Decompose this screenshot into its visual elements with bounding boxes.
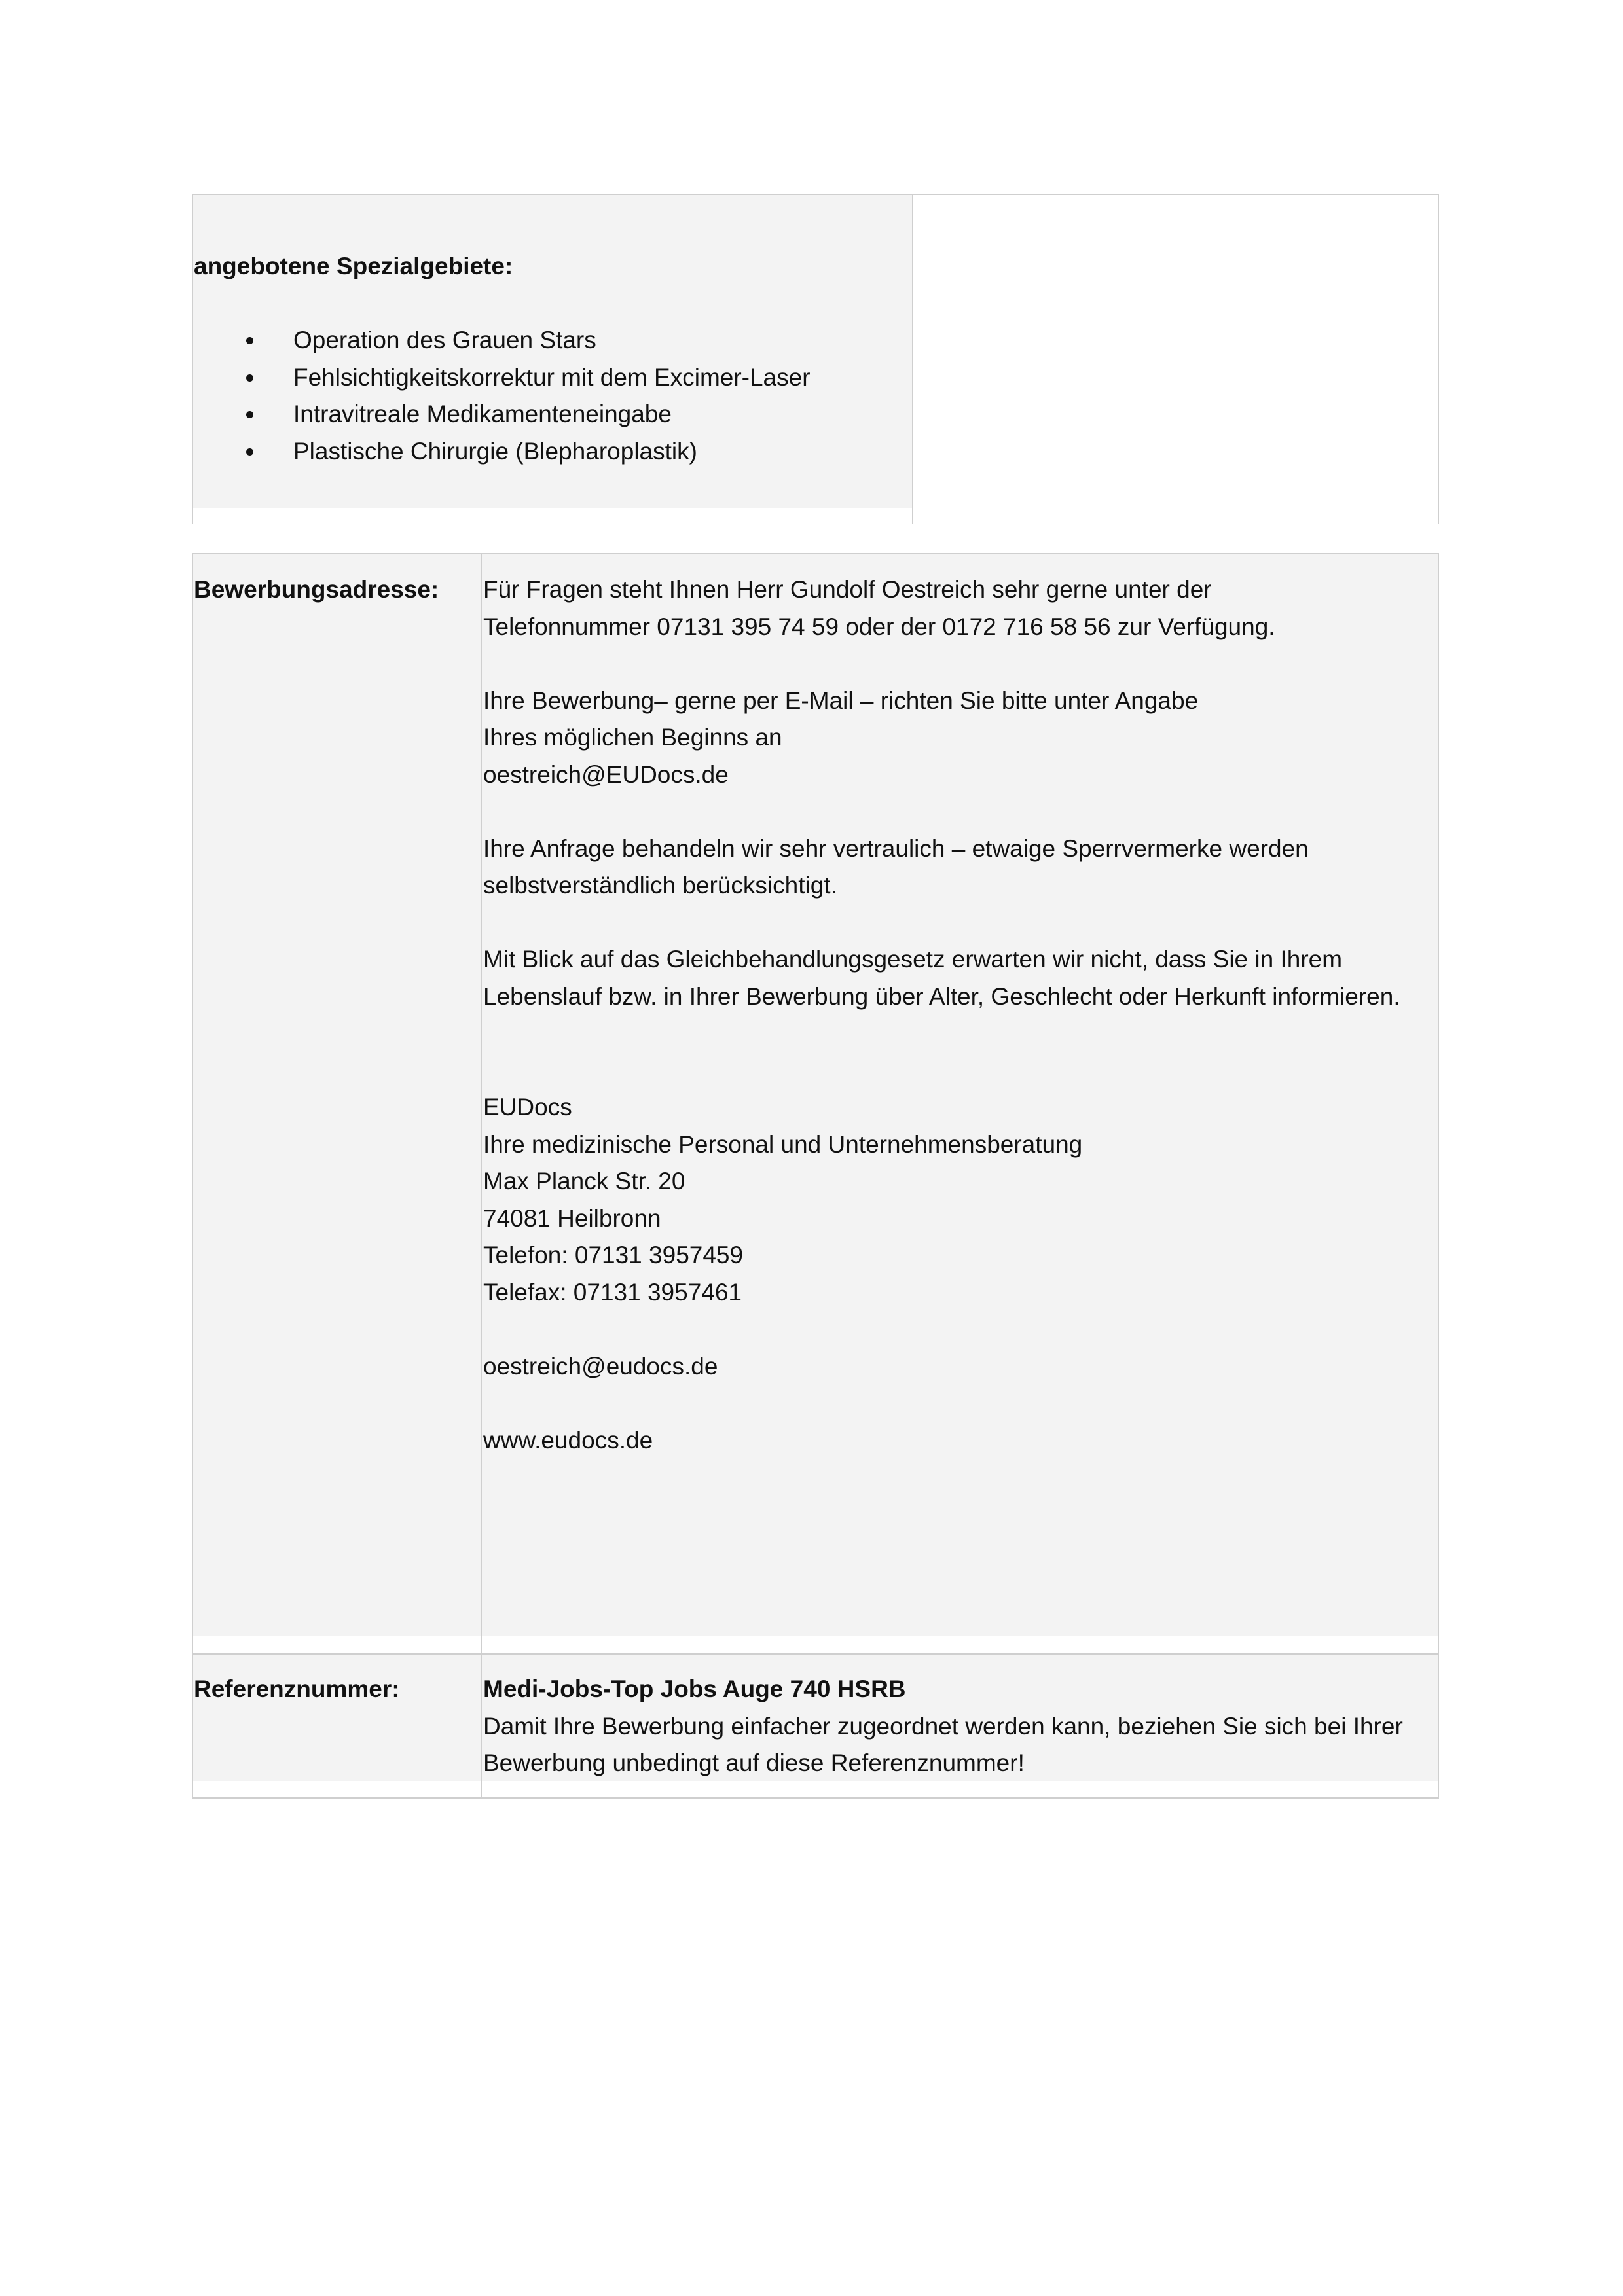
reference-number-label: Referenznummer: bbox=[194, 1676, 400, 1702]
list-item: Intravitreale Medikamenteneingabe bbox=[192, 396, 811, 433]
table-border-right bbox=[1438, 194, 1439, 524]
equality-text: Lebenslauf bzw. in Ihrer Bewerbung über Alter, Geschlecht oder Herkunft informieren. bbox=[483, 982, 1400, 1010]
table-border-left bbox=[192, 553, 193, 1799]
confidentiality-text: selbstverständlich berücksichtigt. bbox=[483, 872, 837, 899]
reference-note: Damit Ihre Bewerbung einfacher zugeordnet werden kann, beziehen Sie sich bei Ihrer bbox=[483, 1712, 1403, 1740]
apply-text: Ihre Bewerbung– gerne per E-Mail – richten Sie bitte unter Angabe bbox=[483, 687, 1199, 714]
company-fax: Telefax: 07131 3957461 bbox=[483, 1278, 742, 1306]
table-border-right bbox=[1438, 553, 1439, 1799]
equality-text: Mit Blick auf das Gleichbehandlungsgesetz erwarten wir nicht, dass Sie in Ihrem bbox=[483, 946, 1343, 973]
reference-note: Bewerbung unbedingt auf diese Referenznummer! bbox=[483, 1749, 1025, 1776]
list-item: Plastische Chirurgie (Blepharoplastik) bbox=[192, 433, 811, 471]
contact-text: Telefonnummer 07131 395 74 59 oder der 0172 716 58 56 zur Verfügung. bbox=[483, 613, 1275, 640]
specialties-list bbox=[192, 322, 811, 470]
table-row-divider bbox=[192, 1653, 1439, 1655]
company-tagline: Ihre medizinische Personal und Unternehmensberatung bbox=[483, 1130, 1083, 1158]
table-border-bottom bbox=[192, 1797, 1439, 1799]
contact-text: Für Fragen steht Ihnen Herr Gundolf Oestreich sehr gerne unter der bbox=[483, 576, 1212, 603]
application-address-label: Bewerbungsadresse: bbox=[194, 576, 439, 603]
specialties-heading: angebotene Spezialgebiete: bbox=[194, 253, 513, 279]
address-label-cell bbox=[193, 554, 481, 1636]
confidentiality-text: Ihre Anfrage behandeln wir sehr vertraulich – etwaige Sperrvermerke werden bbox=[483, 834, 1309, 862]
application-table bbox=[192, 553, 1439, 1799]
company-city: 74081 Heilbronn bbox=[483, 1204, 661, 1232]
company-phone: Telefon: 07131 3957459 bbox=[483, 1242, 744, 1268]
company-email: oestreich@eudocs.de bbox=[483, 1352, 718, 1380]
apply-email: oestreich@EUDocs.de bbox=[483, 761, 729, 788]
company-name: EUDocs bbox=[483, 1094, 572, 1121]
specialties-section bbox=[192, 194, 1439, 524]
company-website: www.eudocs.de bbox=[483, 1426, 653, 1454]
reference-content bbox=[483, 1671, 1403, 1782]
apply-text: Ihres möglichen Beginns an bbox=[483, 724, 782, 751]
table-border-column-divider bbox=[481, 553, 482, 1799]
list-item: Fehlsichtigkeitskorrektur mit dem Excimer-Laser bbox=[192, 359, 811, 397]
list-item: Operation des Grauen Stars bbox=[192, 322, 811, 359]
table-border-top bbox=[192, 194, 1439, 195]
reference-code: Medi-Jobs-Top Jobs Auge 740 HSRB bbox=[483, 1676, 906, 1702]
company-street: Max Planck Str. 20 bbox=[483, 1168, 685, 1194]
table-border-column-divider bbox=[912, 194, 913, 524]
application-address-content bbox=[483, 571, 1400, 1459]
table-border-top bbox=[192, 553, 1439, 554]
